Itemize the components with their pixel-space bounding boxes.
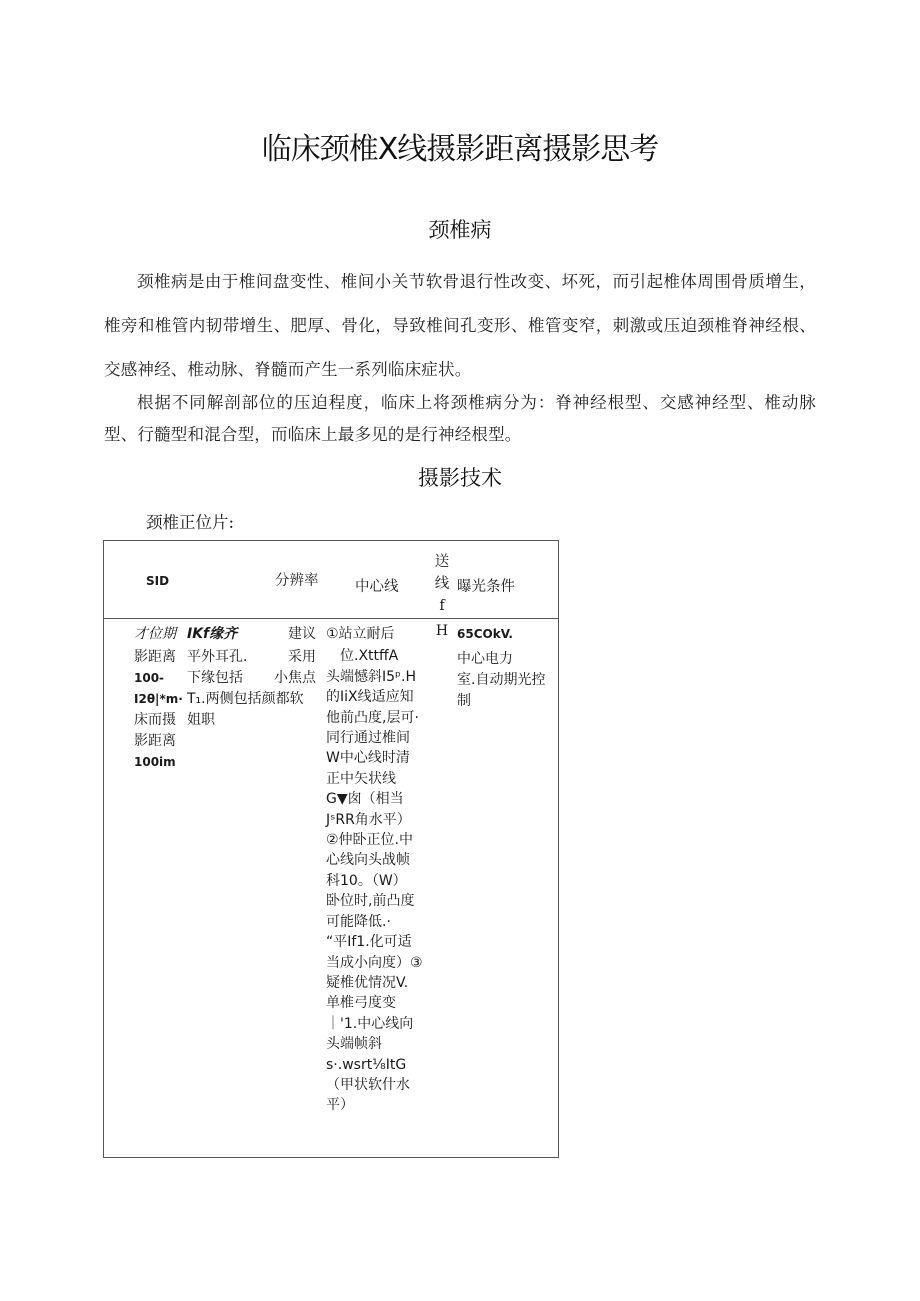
center-line-6: W中心线时清 [326, 750, 410, 767]
cell-exposure [457, 624, 557, 712]
section-heading-cervical-spondylosis: 颈椎病 [428, 218, 492, 242]
center-line-14: 可能降低.· [326, 913, 391, 930]
header-divider [104, 618, 558, 619]
exposure-line-3: 室.自动期光控 [457, 672, 546, 688]
center-line-2: 头端憾斜I5ᵖ.H [326, 668, 417, 685]
document-title: 临床颈椎X线摄影距离摄影思考 [261, 132, 659, 167]
cell-send-line: H [435, 623, 449, 639]
center-line-22: （甲状软什水 [326, 1076, 410, 1093]
cell-center-line [326, 624, 434, 1116]
header-exposure: 曝光条件 [457, 579, 515, 595]
center-line-17: 疑椎优情况V. [326, 974, 409, 991]
center-line-4: 他前凸度,层可· [326, 709, 419, 726]
center-line-5: 同行通过椎间 [326, 730, 410, 747]
resolution-note-1: 建议 [288, 626, 316, 642]
resolution-note-2: 采用 [288, 649, 316, 665]
center-line-13: 卧位时,前凸度 [326, 893, 415, 910]
technique-table [103, 540, 559, 1158]
sid-line-2: 影距离 [134, 649, 176, 665]
header-send-line-1: 送 [434, 554, 450, 570]
paragraph-definition [104, 260, 816, 392]
resolution-line-5: 姐职 [187, 712, 215, 728]
resolution-line-1: IKf缘齐 [187, 626, 238, 642]
sid-line-3: 100- [134, 671, 165, 685]
resolution-note-3: 小焦点 [274, 670, 316, 686]
header-send-line [433, 551, 451, 617]
center-line-16: 当成小向度）③ [326, 954, 423, 971]
exposure-line-2: 中心电力 [457, 651, 513, 667]
center-line-20: 头端帧斜 [326, 1036, 382, 1053]
sid-line-6: 影距离 [134, 733, 176, 749]
center-line-11: 心线向头战帧 [326, 852, 410, 869]
header-resolution: 分辨率 [275, 573, 319, 589]
sid-line-7: 100im [134, 755, 176, 769]
exposure-line-4: 制 [457, 693, 471, 709]
center-line-21: s·.wsrt⅛ItG [326, 1056, 407, 1073]
center-line-7: 正中矢状线 [326, 770, 396, 787]
resolution-line-3: 下缘包括 [187, 670, 243, 686]
section-heading-technique: 摄影技术 [418, 466, 502, 490]
header-send-line-3: f [439, 598, 445, 614]
cell-sid [134, 624, 190, 773]
table-caption: 颈椎正位片: [146, 513, 235, 532]
center-line-8: G▼囱（相当 [326, 791, 404, 808]
resolution-line-4: T₁.两侧包括颜都软 [187, 691, 304, 707]
exposure-line-1: 65COkV. [457, 627, 513, 641]
resolution-line-2: 平外耳孔. [187, 649, 248, 665]
header-center-line: 中心线 [355, 579, 399, 595]
center-line-18: 单椎弓度变 [326, 995, 396, 1012]
sid-line-5: 床而摄 [134, 712, 176, 728]
paragraph-definition-text: 颈椎病是由于椎间盘变性、椎间小关节软骨退行性改变、坏死，而引起椎体周围骨质增生，椎旁和椎管内韧带增生、肥厚、骨化，导致椎间孔变形、椎管变窄，刺激或压迫颈椎脊神经根、交感神经、椎动脉、脊髓而产生一系列临床症状。 [104, 272, 816, 379]
center-line-0: ①站立耐后 [326, 626, 395, 642]
center-line-12: 科10。（W） [326, 872, 407, 889]
center-line-15: “平If1.化可适 [326, 934, 412, 951]
header-sid: SID [146, 574, 170, 588]
center-line-10: ②仲卧正位.中 [326, 832, 414, 849]
center-line-9: JˢRR角水平） [326, 811, 411, 828]
header-send-line-2: 线 [434, 576, 450, 592]
center-line-19: ｜'1.中心线向 [326, 1015, 414, 1032]
paragraph-classification-text: 根据不同解剖部位的压迫程度，临床上将颈椎病分为：脊神经根型、交感神经型、椎动脉型、行髓型和混合型，而临床上最多见的是行神经根型。 [104, 393, 816, 444]
cell-resolution-note [250, 624, 316, 689]
sid-line-1: 才位期 [134, 626, 176, 642]
center-line-1: 位.XttffA [326, 648, 399, 665]
paragraph-classification [104, 387, 816, 451]
center-line-3: 的IiX线适应知 [326, 689, 414, 706]
sid-line-4: I2θ|*m· [134, 692, 183, 706]
center-line-23: 平） [326, 1097, 354, 1114]
